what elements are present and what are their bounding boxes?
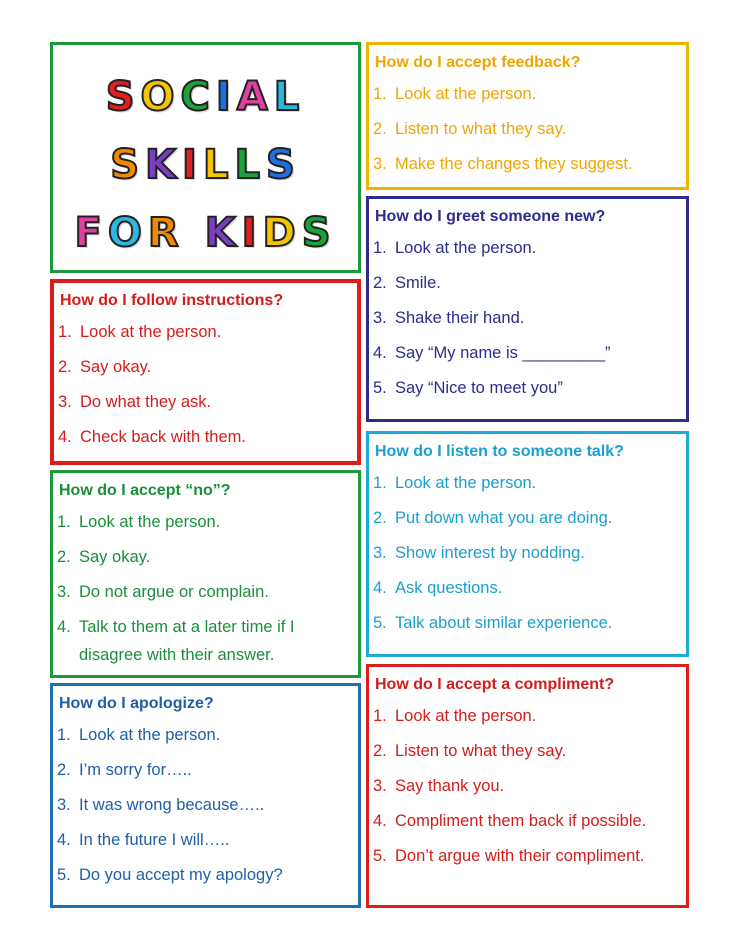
step-number: 1. bbox=[373, 707, 387, 725]
step-text: In the future I will….. bbox=[79, 831, 230, 849]
step-item bbox=[54, 318, 357, 346]
step-text: Look at the person. bbox=[395, 707, 537, 725]
step-text: Check back with them. bbox=[80, 428, 246, 446]
title-letter: K bbox=[145, 142, 183, 188]
title-line-for-kids bbox=[53, 210, 358, 256]
step-item bbox=[53, 861, 358, 889]
step-item bbox=[369, 574, 686, 602]
step-text: Shake their hand. bbox=[395, 309, 525, 327]
step-text: Look at the person. bbox=[80, 323, 222, 341]
step-text: Listen to what they say. bbox=[395, 742, 567, 760]
steps-list bbox=[369, 80, 686, 178]
card-heading: How do I apologize? bbox=[59, 695, 214, 712]
step-item bbox=[369, 150, 686, 178]
step-number: 4. bbox=[373, 579, 387, 597]
step-number: 1. bbox=[58, 323, 72, 341]
step-number: 2. bbox=[373, 509, 387, 527]
steps-list bbox=[369, 469, 686, 637]
step-number: 2. bbox=[373, 274, 387, 292]
step-number: 5. bbox=[373, 614, 387, 632]
title-letter: I bbox=[241, 210, 263, 256]
step-item bbox=[369, 609, 686, 637]
title-letter: S bbox=[301, 210, 337, 256]
title-letter: C bbox=[180, 74, 216, 120]
step-item bbox=[369, 539, 686, 567]
step-text: I’m sorry for….. bbox=[79, 761, 192, 779]
step-text: Say “Nice to meet you” bbox=[395, 379, 563, 397]
step-text: Make the changes they suggest. bbox=[395, 155, 633, 173]
step-item bbox=[54, 388, 357, 416]
title-letter: L bbox=[234, 142, 266, 188]
title-letter: I bbox=[215, 74, 237, 120]
step-item bbox=[369, 504, 686, 532]
step-number: 2. bbox=[373, 742, 387, 760]
card-heading: How do I listen to someone talk? bbox=[375, 443, 624, 460]
step-item bbox=[53, 721, 358, 749]
title-letter: O bbox=[107, 210, 148, 256]
title-letter: S bbox=[105, 74, 141, 120]
step-number: 1. bbox=[373, 239, 387, 257]
step-item bbox=[369, 80, 686, 108]
step-item bbox=[369, 374, 686, 402]
step-number: 5. bbox=[373, 847, 387, 865]
step-number: 1. bbox=[373, 85, 387, 103]
steps-list bbox=[369, 234, 686, 402]
step-text: Say “My name is _________” bbox=[395, 344, 611, 362]
step-item bbox=[54, 423, 357, 451]
card-accept-compliment bbox=[366, 664, 689, 908]
title-letter: F bbox=[74, 210, 108, 256]
steps-list bbox=[369, 702, 686, 870]
step-item bbox=[369, 842, 686, 870]
step-number: 5. bbox=[373, 379, 387, 397]
step-text: Say okay. bbox=[79, 548, 151, 566]
step-text: Say okay. bbox=[80, 358, 152, 376]
title-letter: D bbox=[262, 210, 302, 256]
step-item bbox=[369, 234, 686, 262]
step-number: 5. bbox=[57, 866, 71, 884]
step-text: Look at the person. bbox=[395, 85, 537, 103]
title-letter: I bbox=[182, 142, 203, 188]
step-text: Talk to them at a later time if I disagree with their answer. bbox=[79, 618, 295, 664]
step-text: Talk about similar experience. bbox=[395, 614, 613, 632]
step-item bbox=[53, 756, 358, 784]
card-follow-instructions bbox=[50, 279, 361, 465]
step-number: 3. bbox=[58, 393, 72, 411]
step-text: Do what they ask. bbox=[80, 393, 212, 411]
title-letter: A bbox=[236, 74, 274, 120]
step-number: 4. bbox=[373, 812, 387, 830]
title-line-skills bbox=[53, 142, 358, 188]
step-number: 1. bbox=[57, 726, 71, 744]
card-heading: How do I accept feedback? bbox=[375, 54, 581, 71]
title-letter: R bbox=[147, 210, 185, 256]
title-letter bbox=[185, 213, 205, 253]
step-text: Smile. bbox=[395, 274, 441, 292]
steps-list bbox=[53, 721, 358, 889]
step-text: Look at the person. bbox=[395, 474, 537, 492]
card-heading: How do I accept a compliment? bbox=[375, 676, 615, 693]
card-heading: How do I follow instructions? bbox=[60, 292, 284, 309]
title-letter: L bbox=[273, 74, 306, 120]
step-text: Look at the person. bbox=[79, 513, 221, 531]
step-item bbox=[54, 353, 357, 381]
step-text: Put down what you are doing. bbox=[395, 509, 613, 527]
step-item bbox=[53, 508, 358, 536]
step-item bbox=[369, 772, 686, 800]
step-text: Don’t argue with their compliment. bbox=[395, 847, 645, 865]
step-item bbox=[53, 578, 358, 606]
title-letter: K bbox=[204, 210, 242, 256]
step-text: Do not argue or complain. bbox=[79, 583, 269, 601]
step-item bbox=[53, 613, 358, 669]
step-item bbox=[369, 115, 686, 143]
steps-list bbox=[54, 318, 357, 451]
title-letter: S bbox=[265, 142, 301, 188]
step-text: Show interest by nodding. bbox=[395, 544, 585, 562]
step-number: 3. bbox=[57, 583, 71, 601]
card-heading: How do I greet someone new? bbox=[375, 208, 606, 225]
step-text: Do you accept my apology? bbox=[79, 866, 283, 884]
card-apologize bbox=[50, 683, 361, 908]
step-item bbox=[53, 826, 358, 854]
step-text: Say thank you. bbox=[395, 777, 505, 795]
step-text: Ask questions. bbox=[395, 579, 503, 597]
step-item bbox=[369, 469, 686, 497]
step-number: 2. bbox=[57, 548, 71, 566]
step-number: 3. bbox=[373, 155, 387, 173]
step-item bbox=[369, 304, 686, 332]
step-item bbox=[369, 807, 686, 835]
step-item bbox=[53, 791, 358, 819]
step-text: Listen to what they say. bbox=[395, 120, 567, 138]
step-number: 1. bbox=[373, 474, 387, 492]
step-number: 2. bbox=[58, 358, 72, 376]
step-number: 3. bbox=[373, 777, 387, 795]
step-number: 2. bbox=[57, 761, 71, 779]
title-letter: O bbox=[140, 74, 181, 120]
title-card bbox=[50, 42, 361, 273]
card-accept-no bbox=[50, 470, 361, 678]
step-item bbox=[53, 543, 358, 571]
step-number: 4. bbox=[57, 618, 71, 636]
step-item bbox=[369, 339, 686, 367]
step-number: 3. bbox=[373, 309, 387, 327]
step-number: 1. bbox=[57, 513, 71, 531]
card-heading: How do I accept “no”? bbox=[59, 482, 231, 499]
card-accept-feedback bbox=[366, 42, 689, 190]
card-listen bbox=[366, 431, 689, 657]
step-text: Look at the person. bbox=[395, 239, 537, 257]
step-number: 4. bbox=[373, 344, 387, 362]
step-number: 4. bbox=[57, 831, 71, 849]
step-text: Compliment them back if possible. bbox=[395, 812, 647, 830]
step-number: 3. bbox=[373, 544, 387, 562]
steps-list bbox=[53, 508, 358, 669]
step-item bbox=[369, 702, 686, 730]
step-item bbox=[369, 737, 686, 765]
card-greet-someone bbox=[366, 196, 689, 422]
step-text: It was wrong because….. bbox=[79, 796, 265, 814]
step-number: 4. bbox=[58, 428, 72, 446]
step-number: 3. bbox=[57, 796, 71, 814]
title-line-social bbox=[53, 74, 358, 120]
step-number: 2. bbox=[373, 120, 387, 138]
title-letter: L bbox=[202, 142, 235, 188]
step-item bbox=[369, 269, 686, 297]
title-letter: S bbox=[110, 142, 146, 188]
step-text: Look at the person. bbox=[79, 726, 221, 744]
